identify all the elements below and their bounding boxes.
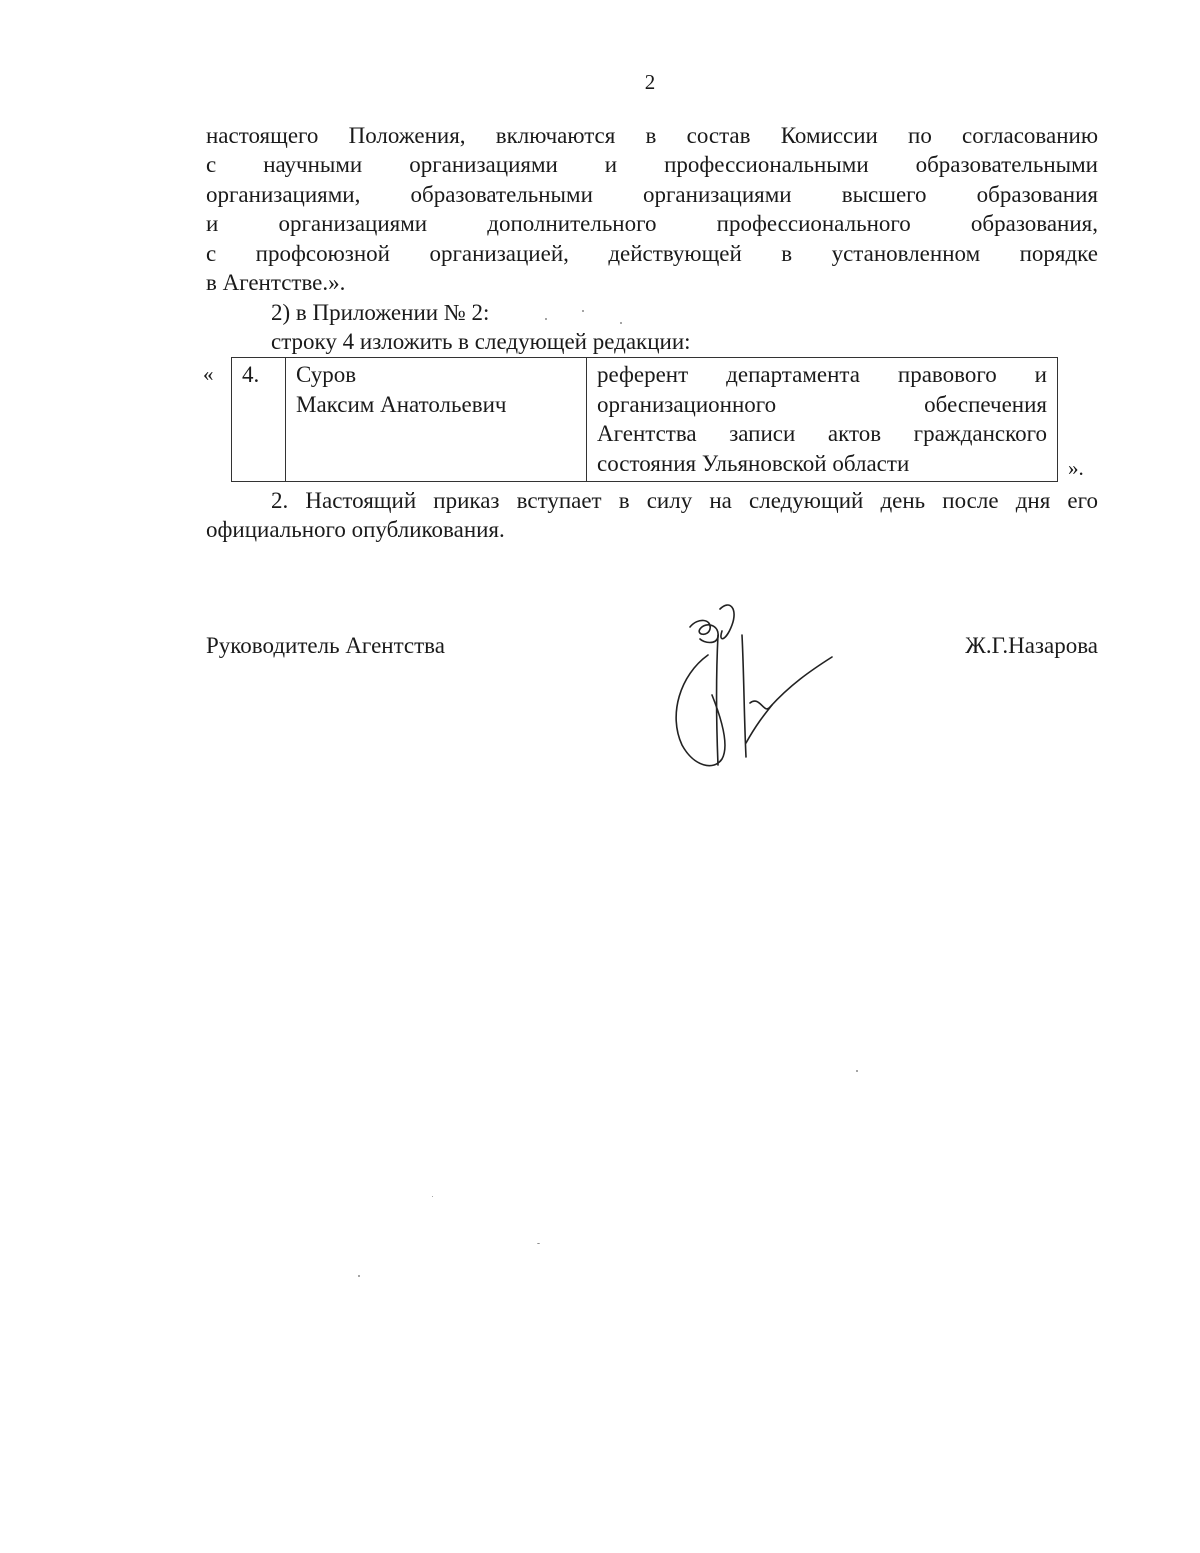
paragraph-line: настоящего Положения, включаются в состав Комиссии по согласованию <box>206 123 1098 148</box>
paragraph-line: в Агентстве.». <box>206 270 346 296</box>
paragraph-line: организациями, образовательными организациями высшего образования <box>206 181 1098 207</box>
scan-speck <box>545 318 547 320</box>
item-2-heading: 2) в Приложении № 2: <box>271 300 490 325</box>
paragraph-line: и организациями дополнительного профессионального образования, <box>206 211 1098 237</box>
signatory-name: Ж.Г.Назарова <box>965 633 1098 658</box>
position-line: референт департамента правового и <box>597 362 1047 387</box>
item-2-instruction: строку 4 изложить в следующей редакции: <box>271 329 691 354</box>
scan-speck <box>537 1243 540 1244</box>
table-cell-name <box>286 358 587 482</box>
paragraph-line: с научными организациями и профессиональными образовательными <box>206 152 1098 178</box>
scan-speck <box>856 1070 858 1072</box>
amendment-table <box>231 357 1058 482</box>
position-line: Агентства записи актов гражданского <box>597 421 1047 447</box>
paragraph-effective-date <box>206 486 1098 545</box>
signatory-title: Руководитель Агентства <box>206 633 445 658</box>
paragraph-line: 2. Настоящий приказ вступает в силу на следующий день после дня его <box>271 488 1098 513</box>
person-surname: Суров <box>296 362 357 387</box>
paragraph-commission <box>206 121 1098 297</box>
quote-close: ». <box>1068 456 1084 480</box>
position-line: организационного обеспечения <box>597 391 1047 417</box>
handwritten-signature-icon <box>660 595 850 780</box>
page-number: 2 <box>644 70 656 94</box>
position-line: состояния Ульяновской области <box>597 450 910 476</box>
scan-speck <box>358 1275 360 1277</box>
quote-open: « <box>203 362 214 386</box>
paragraph-line: официального опубликования. <box>206 517 505 543</box>
table-cell-position <box>587 358 1058 482</box>
scan-speck <box>582 310 584 312</box>
table-cell-number: 4. <box>232 358 286 482</box>
scan-speck <box>432 1196 433 1197</box>
paragraph-line: с профсоюзной организацией, действующей в установленном порядке <box>206 240 1098 266</box>
scan-speck <box>620 322 622 324</box>
table-row <box>232 358 1058 482</box>
person-given-names: Максим Анатольевич <box>296 391 507 417</box>
